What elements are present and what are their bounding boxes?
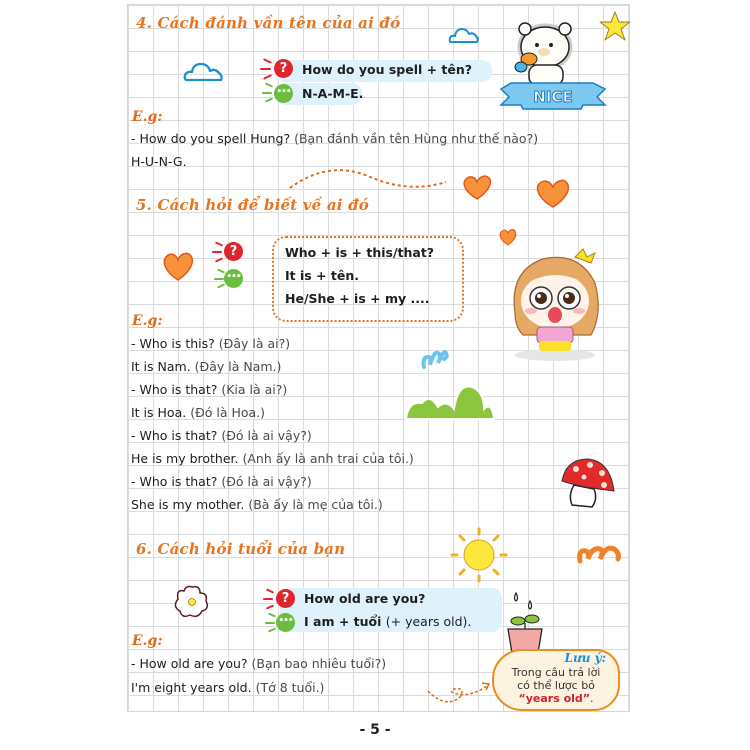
answer-pattern: N-A-M-E. bbox=[302, 86, 364, 101]
example-line: H-U-N-G. bbox=[131, 154, 187, 169]
ray bbox=[217, 283, 225, 288]
ray bbox=[265, 82, 273, 87]
dashed-arrow-icon bbox=[426, 675, 494, 709]
question-icon: ? bbox=[224, 242, 243, 261]
example-line: - Who is that? (Đó là ai vậy?) bbox=[131, 474, 312, 489]
mushroom-icon bbox=[558, 455, 618, 511]
section-4-heading: 4. Cách đánh vần tên của ai đó bbox=[136, 14, 401, 32]
example-line: - Who is that? (Đó là ai vậy?) bbox=[131, 428, 312, 443]
ray bbox=[265, 97, 273, 102]
plant-pot-icon bbox=[504, 591, 548, 655]
pattern-line: Who + is + this/that? bbox=[285, 245, 435, 260]
grid-page bbox=[127, 4, 630, 712]
heart-icon bbox=[460, 173, 494, 201]
example-line: It is Nam. (Đây là Nam.) bbox=[131, 359, 282, 374]
ray bbox=[263, 58, 272, 64]
ray bbox=[266, 588, 274, 593]
pattern-line: It is + tên. bbox=[285, 268, 359, 283]
example-line: She is my mother. (Bà ấy là mẹ của tôi.) bbox=[131, 497, 383, 512]
ray bbox=[212, 251, 222, 253]
question-pattern: How old are you? bbox=[304, 591, 426, 606]
answer-icon: ••• bbox=[274, 84, 293, 103]
ray bbox=[215, 257, 223, 262]
ray bbox=[214, 278, 224, 280]
note-line-2: có thể lược bỏ bbox=[517, 679, 595, 692]
example-line: - Who is this? (Đây là ai?) bbox=[131, 336, 291, 351]
sun-icon bbox=[446, 525, 512, 585]
example-line: - How do you spell Hung? (Bạn đánh vần tên Hùng như thế nào?) bbox=[131, 131, 539, 146]
question-icon: ? bbox=[276, 589, 295, 608]
spring-icon bbox=[420, 345, 450, 371]
star-icon bbox=[598, 10, 632, 42]
section-6-heading: 6. Cách hỏi tuổi của bạn bbox=[136, 540, 346, 558]
answer-icon: ••• bbox=[224, 269, 243, 288]
cloud-icon bbox=[183, 59, 225, 83]
bush-icon bbox=[400, 381, 498, 421]
note-line-1: Trong câu trả lời bbox=[511, 666, 601, 679]
svg-text:NICE: NICE bbox=[533, 88, 573, 106]
ray bbox=[266, 604, 274, 609]
cloud-icon bbox=[448, 25, 480, 45]
ray bbox=[215, 241, 223, 246]
question-pattern: How do you spell + tên? bbox=[302, 62, 473, 77]
example-line: It is Hoa. (Đó là Hoa.) bbox=[131, 405, 266, 420]
example-line: He is my brother. (Anh ấy là anh trai của tôi.) bbox=[131, 451, 414, 466]
note-title: Lưu ý: bbox=[564, 651, 606, 665]
example-line: I'm eight years old. (Tớ 8 tuổi.) bbox=[131, 680, 325, 695]
dashed-curve bbox=[288, 160, 448, 200]
heart-icon bbox=[533, 177, 573, 209]
ray bbox=[217, 268, 225, 273]
ray bbox=[268, 627, 276, 632]
ray bbox=[263, 74, 272, 80]
eg-label: E.g: bbox=[132, 633, 163, 649]
pattern-line: He/She + is + my .... bbox=[285, 291, 430, 306]
eg-label: E.g: bbox=[132, 109, 163, 125]
note-line-3: “years old”. bbox=[518, 692, 594, 705]
answer-pattern: I am + tuổi (+ years old). bbox=[304, 614, 472, 629]
answer-icon: ••• bbox=[276, 613, 295, 632]
squiggle-icon bbox=[576, 543, 624, 565]
section-5-heading: 5. Cách hỏi để biết về ai đó bbox=[136, 196, 369, 214]
heart-icon bbox=[160, 250, 196, 282]
eg-label: E.g: bbox=[132, 313, 163, 329]
ray bbox=[263, 598, 273, 600]
ray bbox=[260, 68, 271, 70]
ray bbox=[268, 612, 276, 617]
note-bubble bbox=[492, 649, 620, 711]
question-icon: ? bbox=[274, 59, 293, 78]
page-number: - 5 - bbox=[359, 722, 391, 738]
ray bbox=[262, 92, 272, 94]
example-line: - Who is that? (Kia là ai?) bbox=[131, 382, 288, 397]
flower-icon bbox=[172, 583, 212, 619]
girl-sticker bbox=[503, 243, 613, 363]
example-line: - How old are you? (Bạn bao nhiêu tuổi?) bbox=[131, 656, 387, 671]
ray bbox=[265, 622, 275, 624]
nice-bear-sticker bbox=[493, 17, 613, 117]
